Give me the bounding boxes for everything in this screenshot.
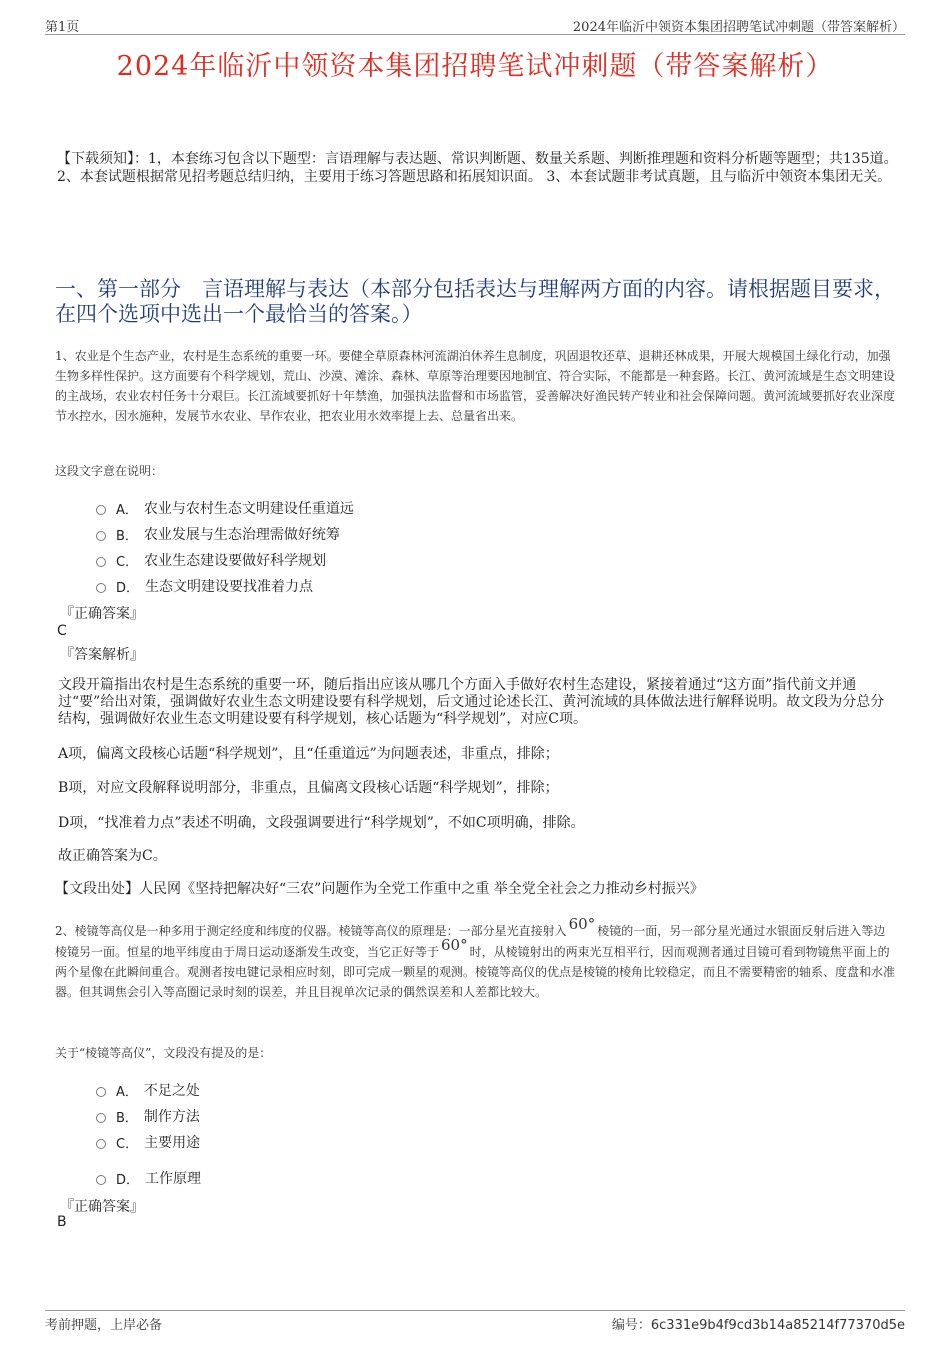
- q1-analysis-a: A项，偏离文段核心话题“科学规划”，且“任重道远”为问题表述，非重点，排除；: [58, 746, 559, 762]
- q1-option-a[interactable]: A． 农业与农村生态文明建设任重道远: [96, 498, 354, 518]
- angle-value: 60°: [568, 915, 596, 933]
- question-2-prompt: 关于“棱镜等高仪”，文段没有提及的是：: [55, 1046, 272, 1060]
- q1-analysis-b: B项，对应文段解释说明部分，非重点，且偏离文段核心话题“科学规划”，排除；: [58, 780, 559, 796]
- q2-option-d[interactable]: D． 工作原理: [96, 1168, 201, 1188]
- question-1-prompt: 这段文字意在说明：: [55, 464, 164, 478]
- radio-icon[interactable]: [96, 531, 106, 541]
- question-1-text: 1、农业是个生态产业，农村是生态系统的重要一环。要健全草原森林河流湖泊休养生息制度，巩固退牧还草、退耕还林成果，开展大规模国土绿化行动，加强生物多样性保护。这方面要有个科学规划，荒山、沙漠、滩涂、森林、草原等治理要因地制宜、符合实际，不能都是一种套路。长江、黄河流域是生态文明建设的主战场，农业农村任务十分艰巨。长江流域要抓好十年禁渔，加强执法监督和市场监管，妥善解决好渔民转产转业和社会保障问题。黄河流域要抓好农业深度节水控水，因水施种，发展节水农业、旱作农业，把农业用水效率提上去、总量省出来。: [55, 349, 896, 423]
- q1-analysis-main: 文段开篇指出农村是生态系统的重要一环，随后指出应该从哪几个方面入手做好农村生态建设，紧接着通过“这方面”指代前文并通过“要”给出对策，强调做好农业生态文明建设要有科学规划，后文通过论述长江、黄河流域的具体做法进行解释说明。故文段为分总分结构，强调做好农业生态文明建设要有科学规划，核心话题为“科学规划”，对应C项。: [58, 677, 885, 727]
- q1-analysis-label: 『答案解析』: [60, 647, 144, 663]
- q2-option-a[interactable]: A． 不足之处: [96, 1080, 200, 1100]
- q1-answer-label: 『正确答案』: [60, 606, 144, 622]
- q1-source: 【文段出处】人民网《坚持把解决好“三农”问题作为全党工作重中之重 举全党全社会之力推动乡村振兴》: [55, 881, 704, 897]
- q1-option-b[interactable]: B． 农业发展与生态治理需做好统筹: [96, 524, 340, 544]
- page-title: 2024年临沂中领资本集团招聘笔试冲刺题（带答案解析）: [116, 51, 834, 82]
- question-2-text: 2、棱镜等高仪是一种多用于测定经度和纬度的仪器。棱镜等高仪的原理是：一部分星光直接射入 60° 棱镜的一面，另一部分星光通过水银面反射后进入等边棱镜另一面。恒星的地平纬度由于周日运动逐渐发生改变，当它正好等于 60° 时，从棱镜射出的两束光互相平行，因而观测者通过目镜可看到物镜焦平面上的两个星像在此瞬间重合。观测者按电键记录相应时刻，即可完成一颗星的观测。棱镜等高仪的优点是棱镜的棱角比较稳定，而且不需要精密的轴系、度盘和水准器。但其调焦会引入等高圈记录时刻的误差，并且目视单次记录的偶然误差和人差都比较大。: [55, 915, 896, 999]
- download-notice: 【下载须知】：1，本套练习包含以下题型：言语理解与表达题、常识判断题、数量关系题、判断推理题和资料分析题等题型；共135道。 2、本套试题根据常见招考题总结归纳，主要用于练习答题思路和拓展知识面。 3、本套试题非考试真题，且与临沂中领资本集团无关。: [57, 151, 898, 185]
- radio-icon[interactable]: [96, 1139, 106, 1149]
- radio-icon[interactable]: [96, 583, 106, 593]
- q1-answer: C: [57, 623, 67, 639]
- radio-icon[interactable]: [96, 557, 106, 567]
- radio-icon[interactable]: [96, 1113, 106, 1123]
- page-footer: [45, 1310, 905, 1331]
- q2-answer-label: 『正确答案』: [60, 1199, 144, 1215]
- q2-answer: B: [57, 1214, 67, 1230]
- section-heading: 一、第一部分 言语理解与表达（本部分包括表达与理解两方面的内容。请根据题目要求，在四个选项中选出一个最恰当的答案。）: [55, 277, 895, 326]
- q1-analysis-d: D项，“找准着力点”表述不明确，文段强调要进行“科学规划”，不如C项明确，排除。: [58, 815, 585, 831]
- q2-option-b[interactable]: B． 制作方法: [96, 1106, 200, 1126]
- page-number: 第1页: [45, 20, 80, 35]
- radio-icon[interactable]: [96, 505, 106, 515]
- page-header: [45, 14, 905, 35]
- radio-icon[interactable]: [96, 1175, 106, 1185]
- footer-slogan: 考前押题，上岸必备: [45, 1318, 163, 1333]
- q2-option-c[interactable]: C． 主要用途: [96, 1132, 200, 1152]
- footer-code: 编号：6c331e9b4f9cd3b14a85214f77370d5e: [611, 1318, 905, 1333]
- angle-value: 60°: [441, 936, 468, 954]
- q1-option-d[interactable]: D． 生态文明建设要找准着力点: [96, 576, 313, 596]
- header-doc-title: 2024年临沂中领资本集团招聘笔试冲刺题（带答案解析）: [572, 20, 905, 35]
- q1-analysis-conclusion: 故正确答案为C。: [58, 848, 167, 864]
- q1-option-c[interactable]: C． 农业生态建设要做好科学规划: [96, 550, 326, 570]
- radio-icon[interactable]: [96, 1087, 106, 1097]
